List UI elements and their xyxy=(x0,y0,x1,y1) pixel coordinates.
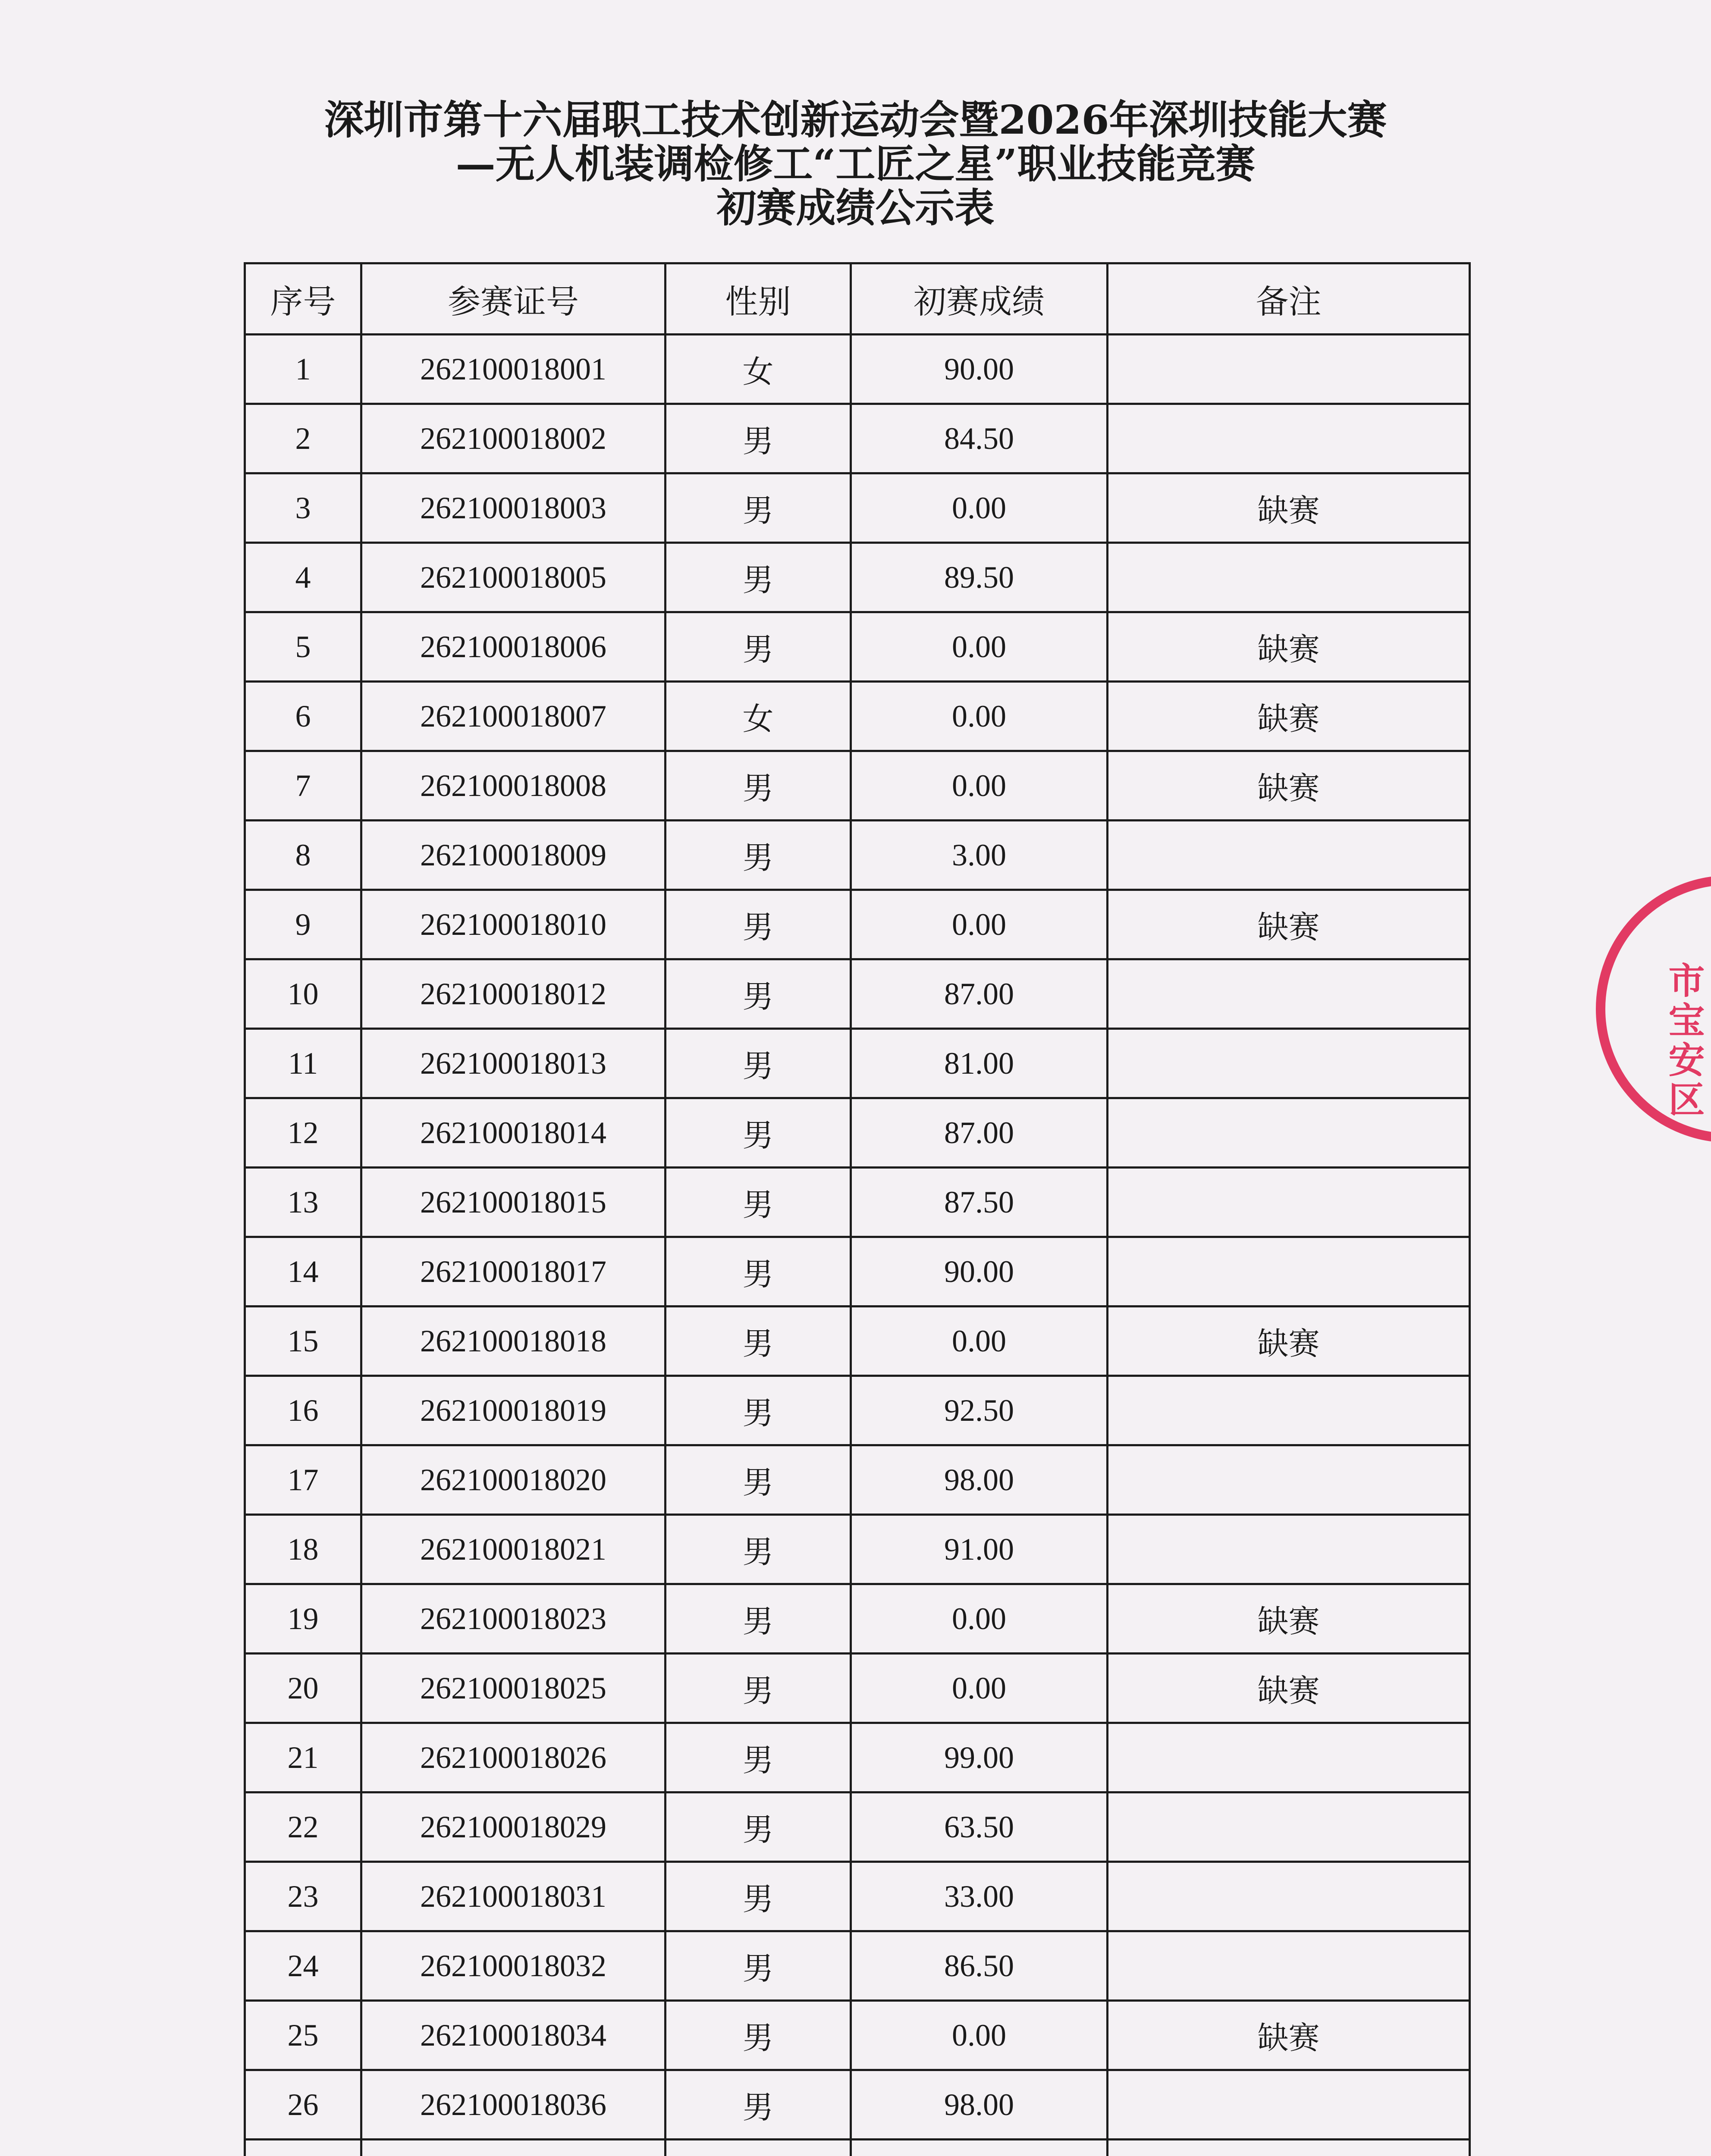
cell-gender: 男 xyxy=(666,1654,851,1723)
cell-note xyxy=(1108,1376,1470,1445)
table-row xyxy=(245,1792,1470,1862)
cell-gender: 男 xyxy=(666,2070,851,2140)
cell-id: 262100018021 xyxy=(361,1515,666,1584)
cell-gender: 男 xyxy=(666,612,851,682)
table-row xyxy=(245,1584,1470,1654)
table-row xyxy=(245,1515,1470,1584)
table-row xyxy=(245,1237,1470,1307)
cell-gender: 男 xyxy=(666,1792,851,1862)
cell-note: 缺赛 xyxy=(1108,682,1470,751)
table-body xyxy=(245,335,1470,2156)
cell-gender: 男 xyxy=(666,473,851,543)
table-row xyxy=(245,543,1470,612)
cell-score: 0.00 xyxy=(851,1584,1108,1654)
cell-no: 14 xyxy=(245,1237,361,1307)
cell-id: 262100018005 xyxy=(361,543,666,612)
cell-score: 0.00 xyxy=(851,2001,1108,2070)
cell-note xyxy=(1108,1029,1470,1098)
title-line-1: 深圳市第十六届职工技术创新运动会暨2026年深圳技能大赛 xyxy=(324,97,1387,143)
cell-gender: 男 xyxy=(666,1445,851,1515)
cell-gender: 男 xyxy=(666,1584,851,1654)
cell-id: 262100018010 xyxy=(361,890,666,959)
cell-id: 262100018034 xyxy=(361,2001,666,2070)
cell-score: 90.00 xyxy=(851,335,1108,404)
cell-id: 262100018017 xyxy=(361,1237,666,1307)
table-row xyxy=(245,1445,1470,1515)
table-row xyxy=(245,1376,1470,1445)
col-header-no: 序号 xyxy=(245,263,361,335)
cell-gender: 男 xyxy=(666,1098,851,1168)
cell-note xyxy=(1108,959,1470,1029)
table-row xyxy=(245,890,1470,959)
cell-gender: 男 xyxy=(666,1029,851,1098)
cell-score: 33.00 xyxy=(851,1862,1108,1931)
cell-no: 7 xyxy=(245,751,361,821)
cell-note xyxy=(1108,1931,1470,2001)
cell-note xyxy=(1108,1862,1470,1931)
cell-note xyxy=(1108,2140,1470,2156)
table-row xyxy=(245,335,1470,404)
cell-id: 262100018012 xyxy=(361,959,666,1029)
cell-note: 缺赛 xyxy=(1108,1584,1470,1654)
cell-no: 10 xyxy=(245,959,361,1029)
cell-id: 262100018025 xyxy=(361,1654,666,1723)
cell-no: 18 xyxy=(245,1515,361,1584)
cell-note xyxy=(1108,335,1470,404)
cell-gender: 男 xyxy=(666,1237,851,1307)
col-header-id: 参赛证号 xyxy=(361,263,666,335)
table-row xyxy=(245,1931,1470,2001)
cell-id xyxy=(361,2140,666,2156)
cell-score: 87.50 xyxy=(851,1168,1108,1237)
cell-no: 26 xyxy=(245,2070,361,2140)
table-row xyxy=(245,1862,1470,1931)
cell-score: 87.00 xyxy=(851,959,1108,1029)
results-table xyxy=(244,262,1471,2156)
cell-no: 19 xyxy=(245,1584,361,1654)
cell-score: 0.00 xyxy=(851,751,1108,821)
cell-score: 99.00 xyxy=(851,1723,1108,1792)
cell-id: 262100018006 xyxy=(361,612,666,682)
cell-gender: 男 xyxy=(666,1931,851,2001)
table-row xyxy=(245,682,1470,751)
table-row xyxy=(245,751,1470,821)
cell-id: 262100018002 xyxy=(361,404,666,473)
cell-id: 262100018020 xyxy=(361,1445,666,1515)
cell-gender: 男 xyxy=(666,1723,851,1792)
cell-score: 86.50 xyxy=(851,1931,1108,2001)
cell-note xyxy=(1108,543,1470,612)
cell-id: 262100018009 xyxy=(361,821,666,890)
cell-note: 缺赛 xyxy=(1108,751,1470,821)
cell-no: 15 xyxy=(245,1307,361,1376)
table-row xyxy=(245,1307,1470,1376)
cell-no: 2 xyxy=(245,404,361,473)
cell-no: 24 xyxy=(245,1931,361,2001)
cell-score: 87.00 xyxy=(851,1098,1108,1168)
cell-id: 262100018015 xyxy=(361,1168,666,1237)
cell-score: 0.00 xyxy=(851,890,1108,959)
cell-gender: 男 xyxy=(666,1515,851,1584)
col-header-gender: 性别 xyxy=(666,263,851,335)
cell-gender: 男 xyxy=(666,543,851,612)
title-line-2: —无人机装调检修工“工匠之星”职业技能竞赛 xyxy=(455,141,1256,187)
cell-note xyxy=(1108,1098,1470,1168)
table-row xyxy=(245,612,1470,682)
cell-score: 3.00 xyxy=(851,821,1108,890)
cell-gender: 男 xyxy=(666,821,851,890)
cell-gender: 女 xyxy=(666,682,851,751)
cell-no: 22 xyxy=(245,1792,361,1862)
cell-no: 20 xyxy=(245,1654,361,1723)
cell-no: 3 xyxy=(245,473,361,543)
cell-note xyxy=(1108,1792,1470,1862)
cell-no: 6 xyxy=(245,682,361,751)
cell-score: 0.00 xyxy=(851,612,1108,682)
cell-note xyxy=(1108,1168,1470,1237)
cell-gender: 男 xyxy=(666,1307,851,1376)
cell-gender: 男 xyxy=(666,890,851,959)
table-row xyxy=(245,2140,1470,2156)
cell-gender: 男 xyxy=(666,2001,851,2070)
cell-no: 8 xyxy=(245,821,361,890)
table-row xyxy=(245,959,1470,1029)
cell-no: 5 xyxy=(245,612,361,682)
cell-no: 1 xyxy=(245,335,361,404)
cell-score: 98.00 xyxy=(851,1445,1108,1515)
cell-note xyxy=(1108,1237,1470,1307)
cell-score: 91.00 xyxy=(851,1515,1108,1584)
table-row xyxy=(245,1168,1470,1237)
cell-id: 262100018014 xyxy=(361,1098,666,1168)
cell-no: 4 xyxy=(245,543,361,612)
cell-id: 262100018003 xyxy=(361,473,666,543)
cell-score: 0.00 xyxy=(851,1654,1108,1723)
cell-score: 0.00 xyxy=(851,1307,1108,1376)
table-row xyxy=(245,1098,1470,1168)
cell-score: 90.00 xyxy=(851,1237,1108,1307)
cell-score: 81.00 xyxy=(851,1029,1108,1098)
cell-no: 16 xyxy=(245,1376,361,1445)
table-row xyxy=(245,1723,1470,1792)
cell-score: 98.00 xyxy=(851,2070,1108,2140)
cell-note: 缺赛 xyxy=(1108,473,1470,543)
table-row xyxy=(245,2001,1470,2070)
cell-note: 缺赛 xyxy=(1108,890,1470,959)
cell-gender: 男 xyxy=(666,751,851,821)
table-row xyxy=(245,1654,1470,1723)
cell-id: 262100018026 xyxy=(361,1723,666,1792)
cell-score: 84.50 xyxy=(851,404,1108,473)
cell-no xyxy=(245,2140,361,2156)
cell-score xyxy=(851,2140,1108,2156)
cell-id: 262100018031 xyxy=(361,1862,666,1931)
cell-note: 缺赛 xyxy=(1108,612,1470,682)
cell-score: 63.50 xyxy=(851,1792,1108,1862)
cell-id: 262100018032 xyxy=(361,1931,666,2001)
cell-score: 0.00 xyxy=(851,682,1108,751)
cell-gender xyxy=(666,2140,851,2156)
cell-note: 缺赛 xyxy=(1108,1307,1470,1376)
cell-gender: 男 xyxy=(666,404,851,473)
table-row xyxy=(245,2070,1470,2140)
cell-note xyxy=(1108,1515,1470,1584)
cell-id: 262100018008 xyxy=(361,751,666,821)
cell-note xyxy=(1108,821,1470,890)
col-header-note: 备注 xyxy=(1108,263,1470,335)
cell-id: 262100018018 xyxy=(361,1307,666,1376)
cell-no: 17 xyxy=(245,1445,361,1515)
cell-no: 13 xyxy=(245,1168,361,1237)
table-row xyxy=(245,1029,1470,1098)
cell-id: 262100018001 xyxy=(361,335,666,404)
cell-note xyxy=(1108,2070,1470,2140)
cell-gender: 男 xyxy=(666,1168,851,1237)
cell-score: 0.00 xyxy=(851,473,1108,543)
cell-id: 262100018007 xyxy=(361,682,666,751)
table-row xyxy=(245,473,1470,543)
cell-note xyxy=(1108,1445,1470,1515)
cell-note: 缺赛 xyxy=(1108,2001,1470,2070)
cell-gender: 女 xyxy=(666,335,851,404)
cell-id: 262100018023 xyxy=(361,1584,666,1654)
cell-id: 262100018013 xyxy=(361,1029,666,1098)
cell-no: 11 xyxy=(245,1029,361,1098)
cell-gender: 男 xyxy=(666,1376,851,1445)
title-line-3: 初赛成绩公示表 xyxy=(716,185,995,231)
cell-no: 25 xyxy=(245,2001,361,2070)
cell-no: 12 xyxy=(245,1098,361,1168)
cell-id: 262100018029 xyxy=(361,1792,666,1862)
seal-text: 市宝安区 xyxy=(1663,962,1705,1120)
cell-score: 92.50 xyxy=(851,1376,1108,1445)
cell-no: 21 xyxy=(245,1723,361,1792)
cell-note xyxy=(1108,404,1470,473)
cell-gender: 男 xyxy=(666,959,851,1029)
cell-id: 262100018036 xyxy=(361,2070,666,2140)
table-row xyxy=(245,404,1470,473)
cell-no: 9 xyxy=(245,890,361,959)
cell-no: 23 xyxy=(245,1862,361,1931)
cell-score: 89.50 xyxy=(851,543,1108,612)
table-row xyxy=(245,821,1470,890)
cell-note xyxy=(1108,1723,1470,1792)
cell-gender: 男 xyxy=(666,1862,851,1931)
cell-id: 262100018019 xyxy=(361,1376,666,1445)
table-header-row xyxy=(245,263,1470,335)
cell-note: 缺赛 xyxy=(1108,1654,1470,1723)
col-header-score: 初赛成绩 xyxy=(851,263,1108,335)
